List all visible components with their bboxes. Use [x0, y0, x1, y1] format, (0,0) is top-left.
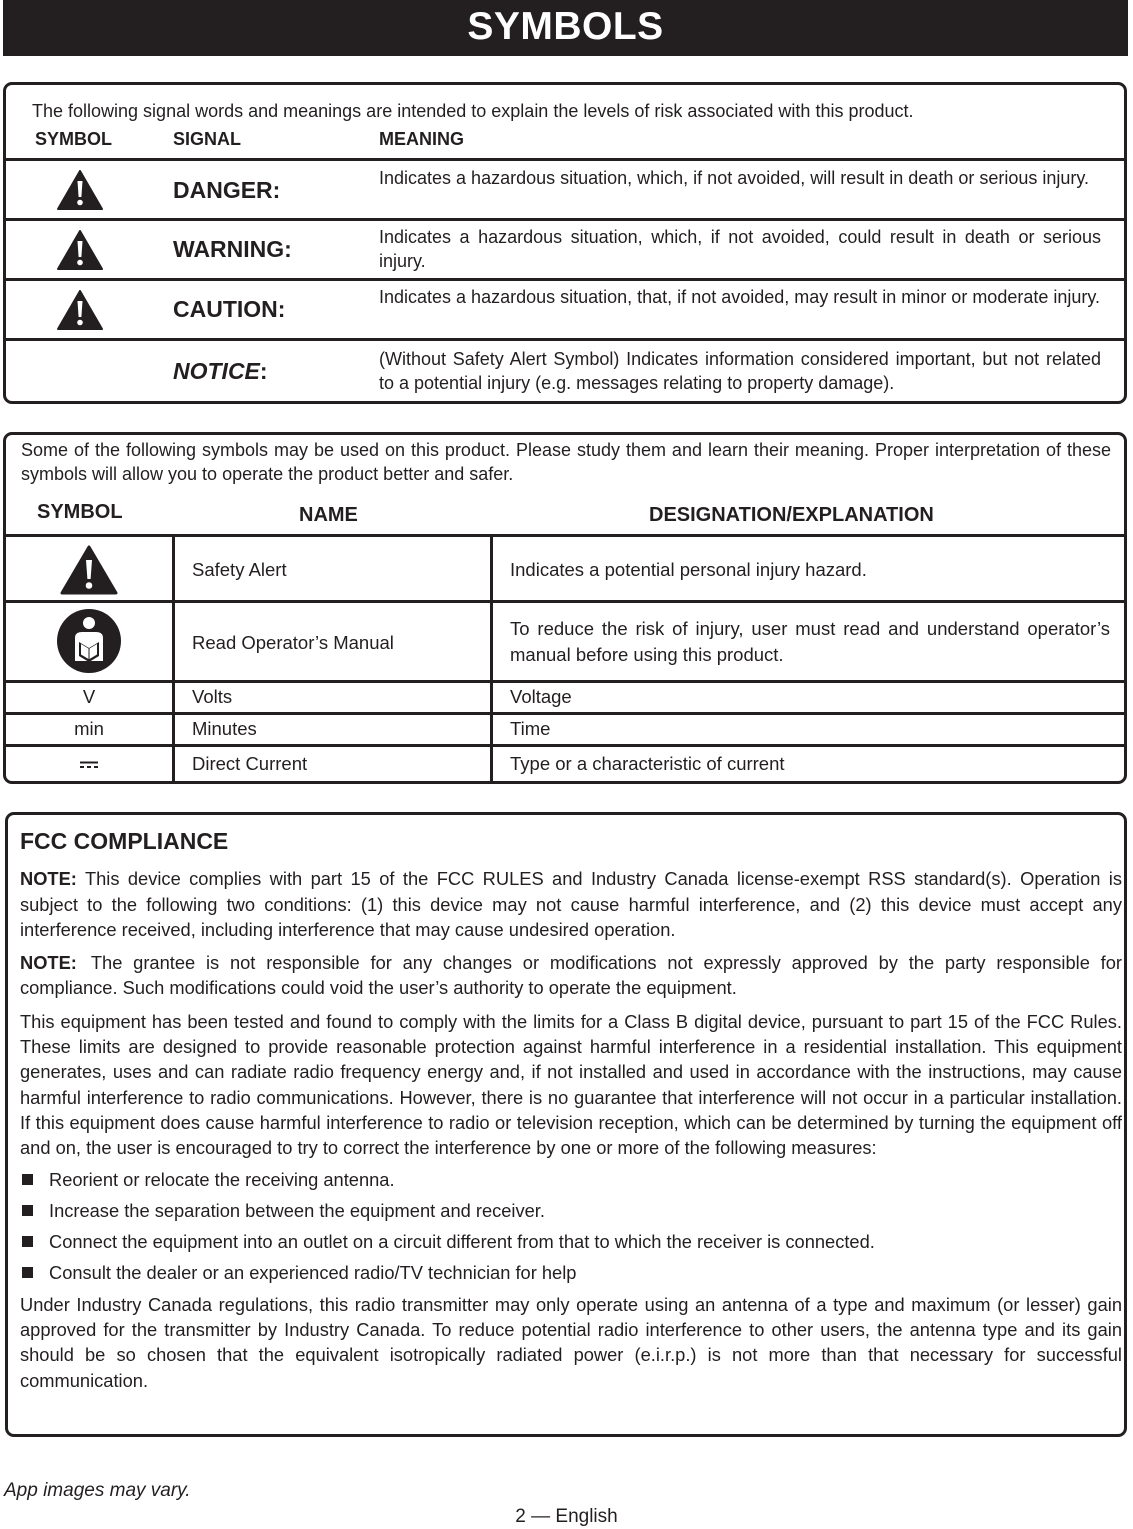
bullet-square-icon [22, 1205, 33, 1216]
safety-alert-icon [57, 230, 103, 270]
fcc-note-1-text: This device complies with part 15 of the FCC RULES and Industry Canada license-exempt RSS standard(s). Operation is subject to the following two conditions: (1) this device may not cause harmful interference, and (2) this device must accept any interference received, including interference that may cause undesired operation. [20, 868, 1122, 940]
symbol-name-direct-current: Direct Current [192, 753, 308, 774]
fcc-bullet-text: Consult the dealer or an experienced radio/TV technician for help [49, 1262, 577, 1284]
signal-notice-word: NOTICE [173, 358, 260, 384]
signal-words-intro: The following signal words and meanings are intended to explain the levels of risk associated with this product. [32, 101, 914, 121]
direct-current-icon [79, 761, 99, 769]
bullet-square-icon [22, 1174, 33, 1185]
read-manual-icon [56, 608, 122, 674]
signal-row-warning [6, 221, 1124, 278]
signal-words-panel [3, 82, 1127, 404]
symbol-name-minutes: Minutes [192, 718, 257, 739]
bullet-square-icon [22, 1267, 33, 1278]
fcc-heading: FCC COMPLIANCE [20, 828, 229, 854]
col-header-signal: SIGNAL [173, 129, 242, 149]
safety-alert-icon [60, 545, 118, 595]
fcc-note-1 [20, 866, 1122, 942]
signal-warning: WARNING: [173, 236, 292, 262]
fcc-bullet-text: Reorient or relocate the receiving antenna. [49, 1168, 395, 1190]
fcc-paragraph-2: Under Industry Canada regulations, this radio transmitter may only operate using an antenna of a type and maximum (or lesser) gain approved for the transmitter by Industry Canada. To reduce potential radio interference to other users, the antenna type and its gain should be so chosen that the equivalent isotropically radiated power (e.i.r.p.) is not more than that necessary for successful communication. [20, 1293, 1122, 1391]
signal-danger: DANGER: [173, 177, 281, 203]
fcc-bullet-item [20, 1260, 1122, 1285]
fcc-bullet-item [20, 1198, 1122, 1223]
symbol-volts: V [82, 686, 96, 707]
signal-notice [173, 358, 268, 385]
symbol-designation-read-manual: To reduce the risk of injury, user must read and understand operator’s manual before using this product. [510, 618, 1110, 665]
fcc-compliance-panel [5, 812, 1127, 1437]
col-header-symbol: SYMBOL [37, 501, 123, 523]
signal-row-notice [6, 341, 1124, 401]
symbol-minutes: min [74, 718, 104, 739]
col-header-symbol: SYMBOL [35, 129, 113, 149]
signal-notice-colon: : [259, 358, 268, 384]
symbol-row-volts [6, 683, 1124, 712]
bullet-square-icon [22, 1236, 33, 1247]
col-header-designation: DESIGNATION/EXPLANATION [649, 504, 934, 526]
fcc-note-1-label: NOTE: [20, 868, 77, 890]
symbol-name-read-manual: Read Operator’s Manual [192, 632, 394, 653]
page-title: SYMBOLS [3, 0, 1128, 56]
symbol-name-safety-alert: Safety Alert [192, 559, 287, 580]
symbol-row-minutes [6, 715, 1124, 744]
symbols-panel [3, 432, 1127, 784]
safety-alert-icon [57, 170, 103, 210]
signal-caution: CAUTION: [173, 296, 286, 322]
symbol-designation-volts: Voltage [510, 686, 572, 707]
fcc-paragraph-1: This equipment has been tested and found to comply with the limits for a Class B digital device, pursuant to part 15 of the FCC Rules. These limits are designed to provide reasonable protection against harmful interference in a residential installation. This equipment generates, uses and can radiate radio frequency energy and, if not installed and used in accordance with the instructions, may cause harmful interference to radio communications. However, there is no guarantee that interference will not occur in a particular installation. If this equipment does cause harmful interference to radio or television reception, which can be determined by turning the equipment off and on, the user is encouraged to try to correct the interference by one or more of the following measures: [20, 1010, 1122, 1159]
fcc-bullet-item [20, 1229, 1122, 1254]
signal-row-danger [6, 161, 1124, 218]
symbol-designation-direct-current: Type or a characteristic of current [510, 753, 785, 774]
fcc-bullet-text: Connect the equipment into an outlet on a circuit different from that to which the receiver is connected. [49, 1231, 875, 1253]
meaning-notice: (Without Safety Alert Symbol) Indicates information considered important, but not related to a potential injury (e.g. messages relating to property damage). [379, 349, 1101, 393]
fcc-note-2-label: NOTE: [20, 952, 77, 974]
fcc-note-2-text: The grantee is not responsible for any changes or modifications not expressly approved by the party responsible for compliance. Such modifications could void the user’s authority to operate the equipment. [20, 952, 1122, 999]
symbol-designation-safety-alert: Indicates a potential personal injury hazard. [510, 559, 867, 580]
fcc-note-2 [20, 950, 1122, 1001]
safety-alert-icon [57, 290, 103, 330]
col-header-meaning: MEANING [379, 129, 464, 149]
signal-row-caution [6, 281, 1124, 338]
fcc-bullet-item [20, 1167, 1122, 1192]
fcc-bullet-text: Increase the separation between the equipment and receiver. [49, 1199, 545, 1221]
meaning-danger: Indicates a hazardous situation, which, if not avoided, will result in death or serious injury. [379, 168, 1090, 188]
symbol-row-direct-current [6, 747, 1124, 781]
symbol-designation-minutes: Time [510, 718, 551, 739]
symbols-intro: Some of the following symbols may be used on this product. Please study them and learn their meaning. Proper interpretation of these symbols will allow you to operate the product better and safer. [21, 440, 1111, 484]
app-images-note: App images may vary. [4, 1480, 191, 1501]
page-number: 2 — English [515, 1506, 618, 1527]
meaning-warning: Indicates a hazardous situation, which, if not avoided, could result in death or serious injury. [379, 227, 1101, 271]
symbol-name-volts: Volts [192, 686, 233, 707]
col-header-name: NAME [299, 504, 358, 526]
symbol-row-safety-alert [6, 537, 1124, 600]
meaning-caution: Indicates a hazardous situation, that, if not avoided, may result in minor or moderate injury. [379, 287, 1101, 307]
symbol-row-read-manual [6, 603, 1124, 680]
